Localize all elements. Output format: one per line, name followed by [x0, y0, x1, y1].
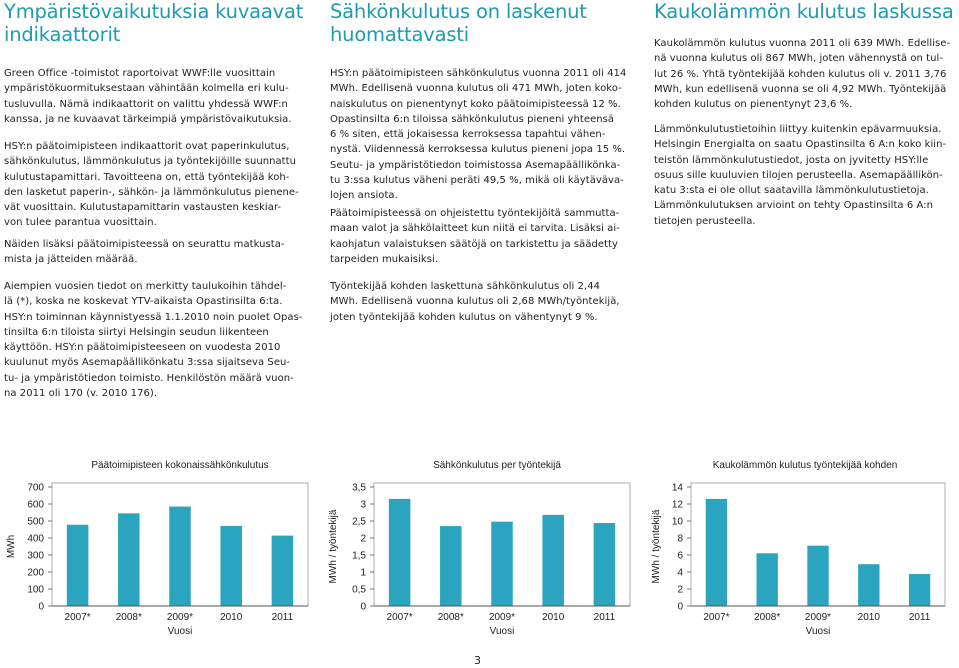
- y-tick-label: 1: [360, 567, 366, 579]
- y-tick-label: 12: [671, 499, 683, 511]
- text-line: Työntekijää kohden laskettuna sähkönkulutus oli 2,44: [330, 281, 601, 292]
- column-middle: [330, 0, 635, 323]
- text-line: tinsilta 6:n tiloista siirtyi Helsingin seudun liikenteen: [4, 326, 269, 338]
- x-tick-label: 2008*: [437, 612, 464, 623]
- text-line: lojen ansiota.: [330, 190, 398, 202]
- y-tick-label: 100: [27, 584, 44, 596]
- text-line: Päätoimipisteessä on ohjeistettu työntekijöitä sammutta-: [330, 208, 620, 219]
- y-tick-label: 700: [27, 482, 44, 494]
- text-line: nystä. Viidennessä kerroksessa kulutus pieneni jopa 15 %.: [330, 144, 626, 156]
- chart-electricity-per-employee: [322, 455, 642, 645]
- y-tick-label: 0: [677, 601, 683, 613]
- text-line: Helsingin Energialta on saatu Opastinsilta 6 A:n koko kiin-: [654, 139, 947, 151]
- y-tick-label: 1,5: [352, 550, 366, 562]
- text-line: HSY:n päätoimipisteen sähkönkulutus vuonna 2011 oli 414: [330, 68, 627, 79]
- text-line: den lasketut paperin-, sähkön- ja lämmönkulutus pienene-: [4, 186, 299, 198]
- heading-electricity: [330, 0, 635, 46]
- page-number: 3: [474, 654, 481, 667]
- y-tick-label: 200: [27, 567, 44, 579]
- paragraph-indicators: [4, 139, 314, 231]
- y-tick-label: 400: [27, 533, 44, 545]
- text-line: tu 3:ssa kulutus väheni peräti 49,5 %, mikä oli käytäväva-: [330, 175, 624, 187]
- paragraph-electricity: [330, 66, 640, 204]
- x-tick-label: 2009*: [488, 612, 516, 623]
- y-tick-label: 500: [27, 516, 44, 528]
- heading-indicators: [4, 0, 309, 46]
- heading-line: Ympäristövaikutuksia kuvaavat: [4, 0, 304, 23]
- column-left: [4, 0, 309, 400]
- bar: [807, 546, 828, 606]
- x-axis-label: Vuosi: [167, 626, 193, 637]
- y-tick-label: 0: [360, 601, 366, 613]
- chart-heating-per-employee: [645, 455, 959, 645]
- x-tick-label: 2008*: [115, 612, 142, 623]
- x-tick-label: 2010: [220, 612, 243, 623]
- paragraph-heating: [654, 36, 959, 112]
- x-tick-label: 2011: [593, 612, 616, 623]
- bar: [272, 536, 294, 606]
- bar: [542, 515, 564, 606]
- text-line: kanssa, ja ne kuvaavat tärkeimpiä ympäristövaikutuksia.: [4, 113, 292, 125]
- x-tick-label: 2008*: [754, 612, 781, 623]
- text-line: 6 % siten, että jokaisessa kerroksessa tapahtui vähen-: [330, 129, 606, 141]
- text-line: Aiempien vuosien tiedot on merkitty taulukoihin tähdel-: [4, 281, 287, 292]
- chart-total-electricity: [0, 455, 320, 645]
- y-tick-label: 4: [677, 567, 683, 579]
- y-tick-label: 14: [671, 482, 683, 494]
- text-line: tarpeiden mukaisiksi.: [330, 253, 439, 265]
- text-line: kaohjatun valaistuksen säätöjä on tarkistettu ja säädetty: [330, 238, 619, 250]
- x-tick-label: 2007*: [386, 612, 413, 623]
- text-line: ympäristökuormituksestaan vähintään kolmella eri kulu-: [4, 83, 289, 95]
- column-right: [654, 0, 959, 227]
- text-line: käyttöön. HSY:n päätoimipisteeseen on vuodesta 2010: [4, 342, 281, 354]
- y-tick-label: 3: [360, 499, 366, 511]
- text-line: von tulee parantua vuosittain.: [4, 217, 157, 229]
- text-line: Lämmönkulutustietoihin liittyy kuitenkin epävarmuuksia.: [654, 124, 942, 135]
- text-line: tusluvulla. Nämä indikaattorit on valittu yhdessä WWF:n: [4, 98, 288, 110]
- text-line: kulutustapamittari. Tavoitteena on, että työntekijää koh-: [4, 171, 290, 183]
- bar: [118, 513, 140, 606]
- text-line: Lämmönkulutuksen arvioint on tehty Opastinsilta 6 A:n: [654, 200, 933, 212]
- text-line: vät vuosittain. Kulutustapamittarin vastausten keskiar-: [4, 202, 282, 214]
- bar: [757, 553, 778, 606]
- text-line: kohden kulutus on pienentynyt 23,6 %.: [654, 99, 853, 111]
- x-tick-label: 2011: [271, 612, 294, 623]
- text-line: teistön lämmönkulutustiedot, josta on jyvitetty HSY:lle: [654, 154, 929, 166]
- text-line: lä (*), koska ne koskevat YTV-aikaista Opastinsilta 6:ta.: [4, 296, 283, 308]
- paragraph-per-employee: [330, 279, 640, 325]
- text-line: Seutu- ja ympäristötiedon toimistossa Asemapäällikönka-: [330, 159, 621, 171]
- chart-title: Sähkönkulutus per työntekijä: [433, 460, 561, 471]
- x-axis-label: Vuosi: [489, 626, 515, 637]
- x-tick-label: 2007*: [64, 612, 91, 623]
- y-tick-label: 2,5: [352, 516, 366, 528]
- y-axis-label: MWh / työntekijä: [328, 509, 339, 584]
- x-tick-label: 2011: [908, 612, 931, 623]
- bar: [169, 507, 191, 606]
- text-line: mista ja jätteiden määrää.: [4, 254, 138, 266]
- y-tick-label: 10: [671, 516, 683, 528]
- bar: [909, 574, 930, 606]
- bar: [220, 526, 242, 606]
- text-line: nä vuonna kulutus oli 867 MWh, joten vähennystä on tul-: [654, 53, 943, 65]
- y-axis-label: MWh / työntekijä: [651, 509, 662, 584]
- y-tick-label: 2: [360, 533, 366, 545]
- text-line: MWh. Edellisenä vuonna kulutus oli 2,68 MWh/työntekijä,: [330, 296, 620, 308]
- x-tick-label: 2010: [857, 612, 880, 623]
- y-tick-label: 0: [38, 601, 44, 613]
- text-line: tietojen perusteella.: [654, 215, 756, 227]
- x-tick-label: 2009*: [804, 612, 832, 623]
- heading-line: indikaattorit: [4, 23, 121, 46]
- text-line: naiskulutus on pienentynyt koko päätoimipisteessä 12 %.: [330, 98, 621, 110]
- paragraph-uncertainty: [654, 122, 959, 229]
- text-line: MWh, kun edellisenä vuonna se oli 4,92 MWh. Työntekijää: [654, 83, 947, 95]
- heading-line: Sähkönkulutus on laskenut: [330, 0, 587, 23]
- y-axis-label: MWh: [6, 534, 17, 559]
- x-tick-label: 2007*: [703, 612, 730, 623]
- x-axis-label: Vuosi: [805, 626, 831, 637]
- text-line: MWh. Edellisenä vuonna kulutus oli 471 MWh, joten koko-: [330, 83, 622, 95]
- text-line: joten työntekijää kohden kulutus on vähentynyt 9 %.: [330, 311, 598, 323]
- chart-title: Kaukolämmön kulutus työntekijää kohden: [712, 460, 898, 471]
- bar: [389, 499, 411, 606]
- paragraph-lights: [330, 206, 640, 267]
- y-tick-label: 6: [677, 550, 683, 562]
- y-tick-label: 2: [677, 584, 683, 596]
- y-tick-label: 600: [27, 499, 44, 511]
- chart-title: Päätoimipisteen kokonaissähkönkulutus: [91, 460, 269, 471]
- bar: [67, 525, 89, 606]
- bar: [706, 499, 727, 606]
- bar: [858, 564, 879, 606]
- paragraph-previous-years: [4, 279, 314, 401]
- paragraph-green-office: [4, 66, 314, 127]
- bar: [594, 523, 616, 606]
- text-line: HSY:n päätoimipisteen indikaattorit ovat paperinkulutus,: [4, 141, 290, 152]
- bar: [440, 526, 462, 606]
- text-line: Kaukolämmön kulutus vuonna 2011 oli 639 MWh. Edellise-: [654, 38, 951, 49]
- y-tick-label: 8: [677, 533, 683, 545]
- y-tick-label: 0,5: [352, 584, 366, 596]
- text-line: maan valot ja sähkölaitteet kun niitä ei tarvita. Lisäksi ai-: [330, 223, 620, 235]
- text-line: HSY:n toiminnan käynnistyessä 1.1.2010 noin puolet Opas-: [4, 311, 303, 323]
- text-line: sähkönkulutus, lämmönkulutus ja työntekijöille suunnattu: [4, 156, 297, 168]
- text-line: katu 3:sta ei ole ollut saatavilla lämmönkulutustietoja.: [654, 185, 929, 197]
- paragraph-travel-waste: [4, 237, 314, 268]
- y-tick-label: 300: [27, 550, 44, 562]
- heading-line: Kaukolämmön kulutus laskussa: [654, 0, 954, 23]
- x-tick-label: 2010: [542, 612, 565, 623]
- text-line: tu- ja ympäristötiedon toimisto. Henkilöstön määrä vuon-: [4, 372, 294, 384]
- text-line: kuulunut myös Asemapäällikönkatu 3:ssa sijaitseva Seu-: [4, 357, 291, 369]
- text-line: na 2011 oli 170 (v. 2010 176).: [4, 388, 158, 400]
- text-line: Opastinsilta 6:n tiloissa sähkönkulutus pieneni yhteensä: [330, 113, 615, 125]
- bar: [491, 522, 513, 606]
- y-tick-label: 3,5: [352, 482, 366, 494]
- text-line: Näiden lisäksi päätoimipisteessä on seurattu matkusta-: [4, 239, 285, 250]
- text-line: lut 26 %. Yhtä työntekijää kohden kulutus oli v. 2011 3,76: [654, 68, 947, 80]
- text-line: osuus sille kuuluvien tilojen perusteella. Asemapäällikön-: [654, 169, 943, 181]
- heading-district-heating: [654, 0, 959, 23]
- x-tick-label: 2009*: [166, 612, 194, 623]
- text-line: Green Office -toimistot raportoivat WWF:lle vuosittain: [4, 68, 276, 79]
- heading-line: huomattavasti: [330, 23, 469, 46]
